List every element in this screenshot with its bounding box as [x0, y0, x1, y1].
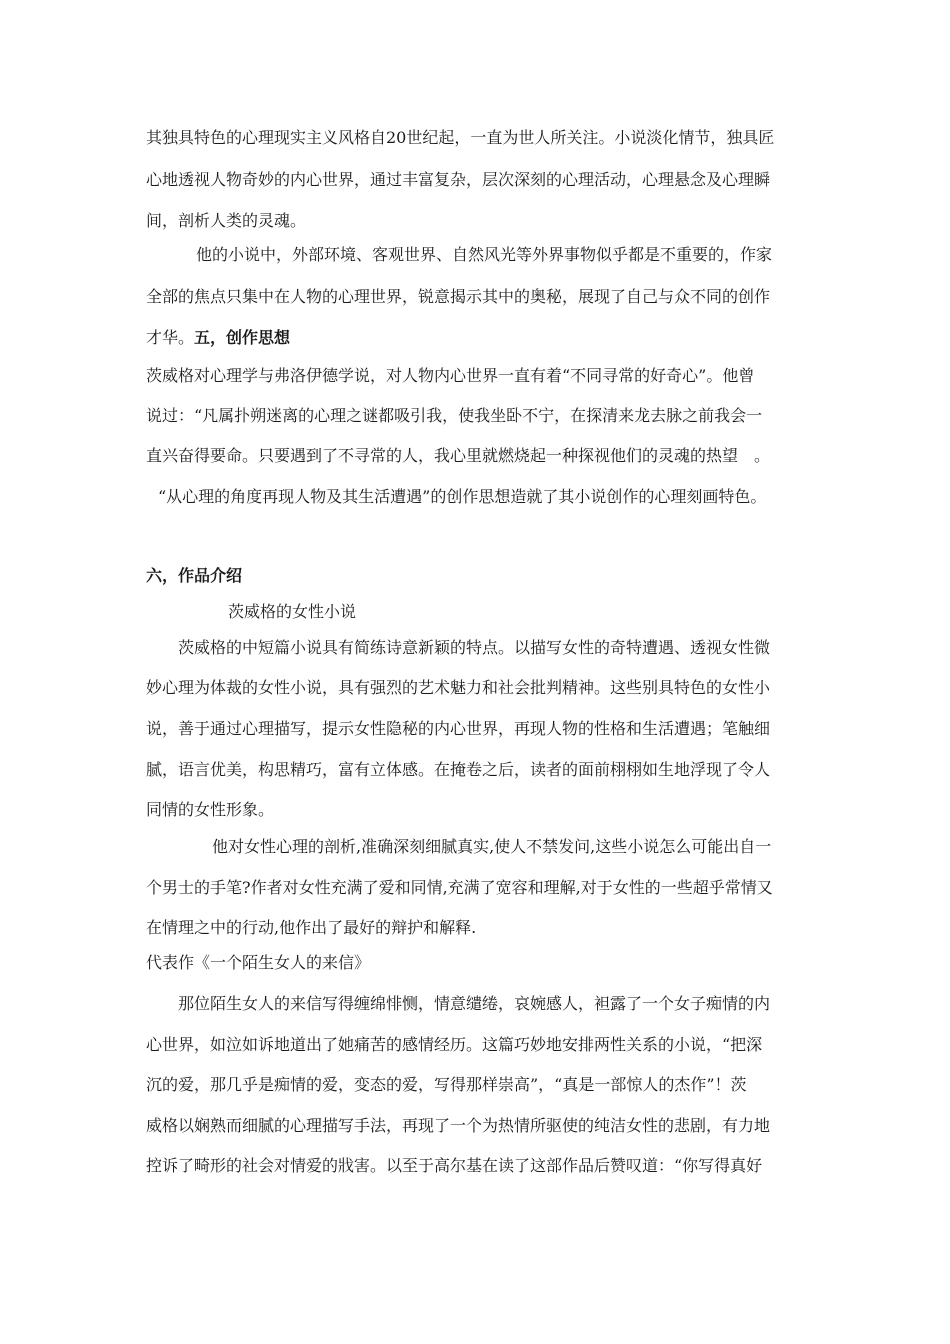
para3-line-1: 茨威格对心理学与弗洛伊德学说，对人物内心世界一直有着“不同寻常的好奇心”。他曾: [146, 366, 755, 385]
para6-line-4: 威格以娴熟而细腻的心理描写手法，再现了一个为热情所驱使的纯洁女性的悲剧，有力地: [146, 1116, 771, 1135]
heading-section-6: 六，作品介绍: [146, 566, 243, 585]
para3-line-2: 说过：“凡属扑朔迷离的心理之谜都吸引我，使我坐卧不宁，在探清来龙去脉之前我会一: [146, 406, 763, 425]
para1-line-2: 心地透视人物奇妙的内心世界，通过丰富复杂，层次深刻的心理活动，心理悬念及心理瞬: [146, 170, 771, 189]
para4-line-5: 同情的女性形象。: [146, 800, 275, 819]
para2-line-1: 他的小说中，外部环境、客观世界、自然风光等外界事物似乎都是不重要的，作家: [196, 245, 773, 264]
para4-line-1: 茨威格的中短篇小说具有简练诗意新颖的特点。以描写女性的奇特遭遇、透视女性微: [178, 638, 771, 657]
para3-line-3: 直兴奋得要命。只要遇到了不寻常的人，我心里就燃烧起一种探视他们的灵魂的热望 。: [146, 446, 771, 465]
representative-work: 代表作《一个陌生女人的来信》: [146, 953, 371, 972]
para6-line-2: 心世界，如泣如诉地道出了她痛苦的感情经历。这篇巧妙地安排两性关系的小说，“把深: [146, 1035, 763, 1054]
para2-line-2: 全部的焦点只集中在人物的心理世界，锐意揭示其中的奥秘，展现了自己与众不同的创作: [146, 287, 771, 306]
para4-line-4: 腻，语言优美，构思精巧，富有立体感。在掩卷之后，读者的面前栩栩如生地浮现了令人: [146, 760, 771, 779]
subtitle-female-novels: 茨威格的女性小说: [228, 602, 357, 621]
para1-line-3: 间，剖析人类的灵魂。: [146, 211, 307, 230]
para5-line-2: 个男士的手笔?作者对女性充满了爱和同情,充满了宽容和理解,对于女性的一些超乎常情又: [146, 878, 773, 897]
para6-line-3: 沉的爱，那几乎是痴情的爱，变态的爱，写得那样崇高”，“真是一部惊人的杰作”！茨: [146, 1075, 747, 1094]
para2-line-3: [146, 328, 290, 348]
para6-line-1: 那位陌生女人的来信写得缠绵悱恻，情意缱绻，哀婉感人，袒露了一个女子痴情的内: [178, 994, 771, 1013]
para5-line-1: 他对女性心理的剖析,准确深刻细腻真实,使人不禁发问,这些小说怎么可能出自一: [212, 837, 772, 856]
para4-line-2: 妙心理为体裁的女性小说，具有强烈的艺术魅力和社会批判精神。这些别具特色的女性小: [146, 678, 771, 697]
para1-line-1: 其独具特色的心理现实主义风格自20世纪起，一直为世人所关注。小说淡化情节，独具匠: [146, 128, 775, 147]
para2-tail: 才华。: [146, 328, 195, 347]
para6-line-5: 控诉了畸形的社会对情爱的戕害。以至于高尔基在读了这部作品后赞叹道：“你写得真好: [146, 1156, 763, 1175]
para4-line-3: 说，善于通过心理描写，提示女性隐秘的内心世界，再现人物的性格和生活遭遇；笔触细: [146, 719, 771, 738]
para5-line-3: 在情理之中的行动,他作出了最好的辩护和解释.: [146, 918, 477, 937]
para3-line-4: “从心理的角度再现人物及其生活遭遇”的创作思想造就了其小说创作的心理刻画特色。: [158, 487, 767, 506]
heading-section-5: 五，创作思想: [194, 328, 291, 347]
